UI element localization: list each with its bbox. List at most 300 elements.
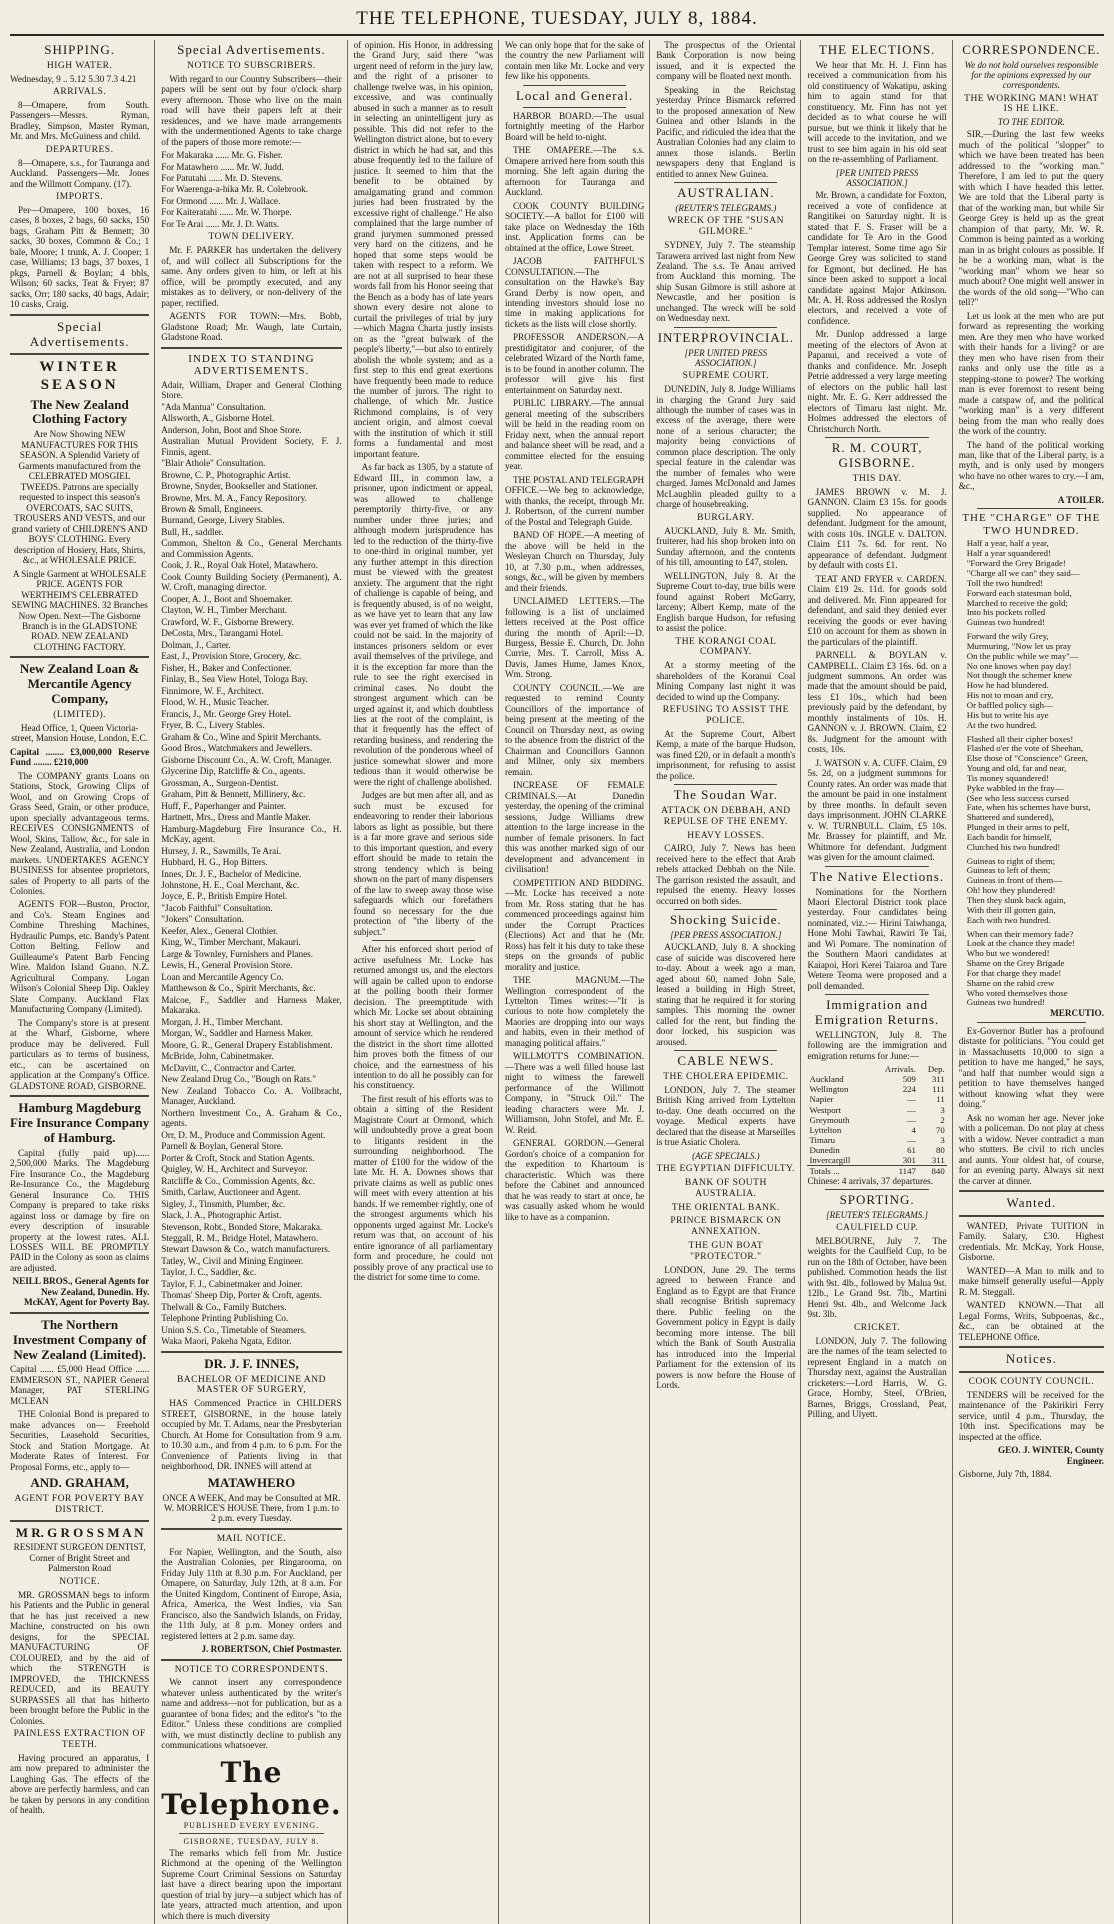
poem-line: Shame on the rabid crew: [966, 977, 1055, 988]
index-item: "Blair Athole" Consultation.: [161, 458, 266, 469]
divider: [179, 1833, 323, 1834]
local-item: COOK COUNTY BUILDING SOCIETY.—A ballot for £100 will take place on Wednesday the 16th inst. Application forms can be obtained at the office, Lowe Street.: [504, 200, 645, 253]
flag-date: GISBORNE, TUESDAY, JULY 8.: [183, 1836, 320, 1846]
table-cell: Napier: [809, 1094, 834, 1105]
divider: [959, 1215, 1104, 1217]
divider: [959, 1346, 1104, 1348]
coal-company-body: At a stormy meeting of the shareholders of the Koranui Coal Mining Company last night it was decided to wind up the Company.: [656, 660, 796, 702]
index-item: Loan and Mercantile Agency Co.: [161, 971, 284, 982]
table-header-row: [807, 1064, 946, 1074]
index-item: Anderson, John, Boot and Shoe Store.: [161, 424, 302, 435]
oriental-text: The prospectus of the Oriental Bank Corporation is now being issued, and it is expected the company will be floated next month.: [656, 40, 796, 82]
upa-label: [PER UNITED PRESS ASSOCIATION.]: [684, 347, 768, 368]
index-item: Ratcliffe & Co., Commission Agents, &c.: [161, 1175, 315, 1186]
soudan-subheading: ATTACK ON DEBBAH, AND REPULSE OF THE ENEMY.: [661, 806, 791, 827]
index-item: Finlay, B., Sea View Hotel, Tologa Bay.: [161, 674, 308, 685]
letter-signature: A TOILER.: [1057, 494, 1104, 505]
special-ads-heading: Special Advertisements.: [29, 318, 130, 349]
elections-heading: THE ELECTIONS.: [818, 42, 936, 57]
poem-line: Murmuring, "Now let us pray: [966, 640, 1072, 651]
column-3: [354, 40, 499, 1924]
index-item: Francis, J., Mr. George Grey Hotel.: [161, 708, 292, 719]
wanted-ad: WANTED, Private TUITION in Family. Salary, £30. Highest credentials. Mr. McKay, York House, Gisborne.: [958, 1220, 1104, 1263]
divider: [674, 327, 777, 328]
table-cell: Invercargill: [809, 1154, 851, 1165]
table-cell: Lyttelton: [809, 1124, 842, 1135]
column-2: [161, 40, 347, 1924]
divider: [10, 1312, 149, 1314]
table-cell: 3: [940, 1134, 945, 1145]
poem-line: With their ill gotten gain,: [966, 904, 1056, 915]
notice-subscribers-body: With regard to our Country Subscribers—their papers will be sent out by four o'clock sharp every afternoon. Those who live on the main road will have their papers left at their residences, and we have made arrangements with the undermentioned Agents to take charge of the papers of those more remote:—: [161, 73, 342, 147]
northern-title: The Northern Investment Company of New Zealand (Limited).: [12, 1316, 147, 1362]
wanted-ad: WANTED—A Man to milk and to make himself generally useful—Apply R. M. Steggall.: [958, 1265, 1104, 1297]
column-6: [807, 40, 952, 1924]
letter-body-3: The hand of the political working man, like that of the Liberal party, is a myth, and is only used by mongers who have no other wares to cry.—I am, &c.,: [958, 439, 1104, 492]
index-item: Telephone Printing Publishing Co.: [161, 1313, 289, 1324]
town-delivery-heading: TOWN DELIVERY.: [208, 232, 295, 243]
poem-line: Oh! how they plundered!: [966, 885, 1056, 896]
index-item: Thomas' Sheep Dip, Porter & Croft, agents.: [161, 1290, 322, 1301]
cricket-body: LONDON, July 7. The following are the names of the team selected to represent England in a match on Thursday next, against the Australian cricketers:—Lord Harris, W. G. Grace, Hornby, Steel, O'Brien, Barnes, Briggs, Crossland, Peat, Pilling, and Ulyett.: [807, 1335, 947, 1420]
columns: [10, 40, 1104, 1921]
immigration-heading: Immigration and Emigration Returns.: [814, 997, 940, 1028]
bank-sa-heading: BANK OF SOUTH AUSTRALIA.: [684, 1177, 767, 1199]
divider: [674, 784, 777, 785]
index-item: Parnell & Boylan, General Store.: [161, 1141, 284, 1152]
table-cell: 311: [931, 1074, 945, 1085]
table-header-cell: Arrivals.: [884, 1064, 916, 1075]
poem-line: No one knows when pay day!: [966, 660, 1072, 671]
agent-item: For Kaiteratahi ...... Mr. W. Thorpe.: [161, 207, 292, 218]
index-item: Dolman, J., Carter.: [161, 639, 231, 650]
index-item: Morgan, W., Saddler and Harness Maker.: [161, 1028, 313, 1039]
immigration-table: [807, 1064, 946, 1175]
rm-court-body-3: PARNELL & BOYLAN v. CAMPBELL. Claim £3 16s. 6d. on a judgment summons. An order was made that the amount should be paid, less £1 10s., which had been previously paid by the defendant, by monthly instalments of 10s. H. GANNON v. J. BROWN. Claim, £2 8s. Judgment for the amount with costs, 10s.: [807, 650, 947, 755]
cholera-heading: THE CHOLERA EPIDEMIC.: [663, 1072, 789, 1083]
index-item: Thelwall & Co., Family Butchers.: [161, 1301, 287, 1312]
index-item: King, W., Timber Merchant, Makauri.: [161, 937, 301, 948]
flag-title: The Telephone.: [161, 1755, 342, 1821]
divider: [10, 656, 149, 658]
leader-continued-3: Judges are but men after all, and as such must be excused for endeavoring to render their laborious labors as light as possible, but there is a far more grave and serious side to this important question, and every effort should be made to retain the strong tendency which is being shown on the part of many dispensers of the law to sweep away those wise safeguards which our forefathers found so necessary for the due protection of "the liberty of the subject.": [353, 790, 493, 937]
column-1: [10, 40, 155, 1924]
imports-heading: IMPORTS.: [56, 192, 104, 203]
local-item: GENERAL GORDON.—General Gordon's choice of a companion for the expedition to Khartoum is characteristic. Which was there before the Cabinet and announced that he was ready to start at once, he was casually asked whom he would like to have as a companion.: [504, 1138, 645, 1222]
elections-body: We hear that Mr. H. J. Finn has received a communication from his old constituency of Wakatipu, asking him to again stand for that constituency. Mr. Finn has not yet decided as to what course he will pursue, but we think it likely that he will accede to the invitation, and we trust to see him again in his old seat on the re-assembling of Parliament.: [807, 59, 947, 165]
caulfield-body: MELBOURNE, July 7. The weights for the Caulfield Cup, to be run on the 18th of October, have been published. Commotion heads the list with 9st. 4lb., followed by Malua 9st. 12lb., Le Grand 9st. 7lb., Martini Henri 9st. 4lb., and Welcome Jack 9st. 3lb.: [807, 1235, 947, 1320]
index-item: Cook, J. R., Royal Oak Hotel, Matawhero.: [161, 560, 318, 571]
index-item: New Zealand Tobacco Co. A. Vollbracht, Manager, Auckland.: [161, 1085, 342, 1107]
index-item: Steggall, R. M., Bridge Hotel, Matawhero.: [161, 1233, 319, 1243]
agents-list: [161, 150, 341, 229]
correspondence-heading: CORRESPONDENCE.: [962, 42, 1101, 57]
notices-heading: Notices.: [1005, 1351, 1057, 1367]
index-item: Waka Maori, Pakeha Ngata, Editor.: [161, 1336, 292, 1347]
divider: [959, 1190, 1104, 1192]
town-agents: AGENTS FOR TOWN:—Mrs. Bobb, Gladstone Road; Mr. Waugh, late Curtain, Gladstone Road.: [161, 311, 342, 343]
index-item: Fryer, B. C., Livery Stables.: [161, 720, 265, 731]
nz-loan-title: New Zealand Loan & Mercantile Agency Company,: [19, 661, 140, 707]
index-item: Hursey, J. R., Sawmills, Te Arai.: [161, 845, 282, 856]
poem-line: "Forward the Grey Brigade!: [966, 558, 1066, 569]
table-cell: Auckland: [809, 1074, 844, 1085]
charge-poem-heading: THE "CHARGE" OF THE TWO HUNDRED.: [962, 512, 1101, 537]
divider: [10, 1520, 149, 1522]
index-item: Huff, F., Paperhanger and Painter.: [161, 800, 286, 811]
index-item: Finnimore, W. F., Architect.: [161, 685, 264, 696]
high-water-label: HIGH WATER.: [46, 60, 113, 71]
poem-line: (See who less success cursed: [966, 792, 1069, 803]
table-total-row: [807, 1165, 946, 1176]
index-item: Porter & Croft, Stock and Station Agents.: [161, 1152, 315, 1163]
poem-line: At the two hundred.: [966, 719, 1038, 730]
table-cell: 311: [931, 1154, 945, 1165]
poem-line: Each bandit for himself,: [966, 831, 1052, 842]
poem-line: Tis money squandered!: [966, 772, 1049, 783]
table-header-cell: [807, 1064, 869, 1074]
table-cell: —: [907, 1134, 916, 1145]
masthead: THE TELEPHONE, TUESDAY, JULY 8, 1884.: [10, 8, 1104, 36]
table-cell: 301: [902, 1154, 916, 1165]
column-5: [656, 40, 801, 1924]
notice-body: MR. GROSSMAN begs to inform his Patients and the Public in general that he has just received a new Machine, constructed on his own designs, for the SPECIAL MANUFACTURING OF COLOURED, and by the aid of which the STRENGTH is IMPROVED, the THICKNESS REDUCED, and its BEAUTY SURPASSES all that has hitherto been brought before the Public in the Colonies.: [10, 1589, 150, 1726]
cable-body: LONDON, June 29. The terms agreed to between France and England as to Egypt are that France shall recognise British supremacy there. Public feeling on the Government policy in Egypt is daily becoming more intense. The bill which the Bank of South Australia has introduced into the Imperial Parliament for the extension of its powers is now before the House of Lords.: [656, 1264, 796, 1391]
nz-clothing-body-2: A Single Garment at WHOLESALE PRICE. AGENTS FOR WERTHEIM'S CELEBRATED SEWING MACHINES. 32 Branches Now Open. Next—The Gisborne Branch is in the GLADSTONE ROAD. NEW ZEALAND CLOTHING FACTORY.: [11, 568, 148, 652]
table-cell: 3: [940, 1104, 945, 1115]
index-item: "Jokers" Consultation.: [161, 914, 244, 925]
table-cell: —: [907, 1104, 916, 1115]
graham-subtitle: AGENT FOR POVERTY BAY DISTRICT.: [14, 1493, 145, 1515]
divider: [161, 1351, 341, 1353]
rm-court-body-4: J. WATSON v. A. CUFF. Claim, £9 5s. 2d, on a judgment summons for County rates. An order was made that the amount be paid in one instalment by three months. In default seven days imprisonment. JOHN CLARKE v. W. TURNBULL. Claim, £5 10s. Mr. Brassey for plaintiff, and Mr. Whitmore for defendant. Judgment was given for the amount claimed.: [807, 757, 947, 863]
poem-line: Guineas to left of them;: [966, 865, 1051, 876]
divider: [523, 85, 626, 86]
index-item: DeCosta, Mrs., Tarangami Hotel.: [161, 628, 284, 639]
poem-line: Half a year squandered!: [966, 548, 1051, 559]
flag-subtitle: PUBLISHED EVERY EVENING.: [183, 1820, 320, 1830]
table-cell: Wellington: [809, 1084, 849, 1095]
poem-line: On the public while we may"—: [966, 650, 1079, 661]
poem-line: Fate, when his schemes have burst,: [966, 802, 1091, 813]
poem-line: His not to moan and cry,: [966, 690, 1054, 701]
column-4: [505, 40, 650, 1924]
index-item: Sigley, J., Tinsmith, Plumber, &c.: [161, 1198, 286, 1209]
index-item: Cooper, A. J., Boot and Shoemaker.: [161, 593, 293, 604]
hamburg-body: Capital (fully paid up)...... 2,500,000 Marks. The Magdeburg Fire Insurance Co., the Magdeburg Re-Insurance Co., the Magdeburg General Insurance Co. THIS Company is prepared to take risks against loss or damage by fire on every description of insurable property at the lowest rates. ALL LOSSES WILL BE PROMPTLY PAID in the Colony as soon as claims are adjusted.: [10, 1147, 150, 1273]
gunboat-heading: THE GUN BOAT "PROTECTOR.": [688, 1241, 764, 1262]
sporting-heading: SPORTING.: [839, 1192, 915, 1208]
local-item: PUBLIC LIBRARY.—The annual general meeting of the subscribers will be held in the reading room on Friday next, when the annual report and balance sheet will be read, and a committee elected for the ensuing year.: [504, 398, 645, 472]
poem-line: "Charge all we can" they said—: [966, 568, 1080, 579]
divider: [161, 1659, 341, 1661]
index-item: Browne, C. P., Photographic Artist.: [161, 469, 291, 480]
soudan-body: CAIRO, July 7. News has been received here to the effect that Arab rebels attacked Debbah on the Nile. The garrison resisted the assault, and repulsed the enemy. Heavy losses occurred on both sides.: [656, 843, 796, 906]
poem-line: Who voted themselves those: [966, 987, 1068, 998]
local-item: WILLMOTT'S COMBINATION.—There was a well filled house last night to witness the farewell performance of the Willmott Company, in "Struck Oil." The leading characters were Mr. J. Williamson, John Stofel, and Mr. E. W. Reid.: [504, 1051, 645, 1135]
ask-woman-text: Ask no woman her age. Never joke with a policeman. Do not play at chess with a widow. Never contradict a man who stutters. Be civil to rich uncles and aunts. Your oldest hat, of course, for an evening party. Always sit next the carver at dinner.: [958, 1112, 1104, 1186]
index-list: [161, 380, 341, 1347]
council-signature: GEO. J. WINTER, County Engineer.: [997, 1445, 1104, 1466]
index-item: Grossman, A., Surgeon-Dentist.: [161, 777, 279, 788]
agent-item: For Makaraka ...... Mr. G. Fisher.: [161, 150, 283, 161]
index-item: East, J., Provision Store, Grocery, &c.: [161, 651, 302, 662]
wellington-body: WELLINGTON, July 8. At the Supreme Court to-day, true bills were found against Robert McGarry, larceny; Albert Kemp, mate of the English barque Hudson, for refusing to assist the police.: [656, 570, 796, 634]
local-item: UNCLAIMED LETTERS.—The following is a list of unclaimed letters received at the Post office during the month of April:—D. Burgess, Bessie E. Church, Dr. John Currie, Mrs. T. Carroll, Miss A. Davis, James Hume, James Knox, Wm. Strong.: [504, 596, 645, 680]
innes-name: DR. J. F. INNES,: [204, 1355, 299, 1371]
poem-line: Then they slunk back again,: [966, 895, 1066, 906]
index-item: Taylor, F. J., Cabinetmaker and Joiner.: [161, 1278, 303, 1289]
poem-line: Or baffled policy sigh—: [966, 699, 1053, 710]
table-cell: 80: [935, 1144, 945, 1155]
reuters-label: (REUTER'S TELEGRAMS.): [675, 203, 777, 214]
arrivals-heading: ARRIVALS.: [53, 87, 107, 98]
rm-court-date: THIS DAY.: [852, 473, 902, 484]
painless-heading: PAINLESS EXTRACTION OF TEETH.: [13, 1729, 146, 1750]
grossman-subtitle: RESIDENT SURGEON DENTIST, Corner of Bright Street and Palmerston Road: [13, 1542, 146, 1574]
arrivals-text: 8—Omapere, from South. Passengers—Messrs. Ryman, Bradley, Simpson, Master Ryman, Mr. and Mrs. McGuiness and child.: [10, 99, 150, 142]
table-row: [807, 1145, 946, 1155]
rm-court-heading: R. M. COURT, GISBORNE.: [831, 440, 923, 471]
index-item: New Zealand Drug Co., "Bough on Rats.": [161, 1074, 316, 1085]
poem-line: Plunged in their arms to pelf,: [966, 822, 1070, 833]
index-item: Orr, D. M., Produce and Commission Agent.: [161, 1129, 326, 1140]
index-item: Stevenson, Robt., Bonded Store, Makaraka.: [161, 1221, 323, 1232]
index-item: Good Bros., Watchmakers and Jewellers.: [161, 743, 313, 754]
native-elections-heading: The Native Elections.: [810, 868, 945, 884]
table-cell: Timaru: [809, 1134, 836, 1145]
index-item: Glycerine Dip, Ratcliffe & Co., agents.: [161, 766, 306, 777]
index-item: Bull, H., saddler.: [161, 526, 224, 537]
wreck-body: SYDNEY, July 7. The steamship Tarawera arrived last night from New Zealand. The s.s. Te Anau arrived from Auckland this morning. The ship Susan Gilmore is still ashore at Newcastle, and her position is unchanged. The wreck will be sold on Wednesday next.: [656, 240, 796, 324]
soudan-heading: The Soudan War.: [673, 787, 778, 803]
poem-line: Forward each statesman bold,: [966, 587, 1072, 598]
index-item: Keefer, Alex., General Clothier.: [161, 925, 278, 936]
table-cell: 11: [936, 1094, 945, 1105]
divider: [674, 909, 777, 910]
poem-line: Shattered and sundered),: [966, 812, 1054, 823]
local-item: BAND OF HOPE.—A meeting of the above will be held in the Wesleyan Church on Thursday, July 10, at 7.30 p.m., when addresses, songs, &c., will be given by members and their friends.: [504, 530, 645, 593]
table-cell: 840: [931, 1165, 945, 1176]
index-item: Burnand, George, Livery Stables.: [161, 515, 285, 526]
notice-subscribers-heading: NOTICE TO SUBSCRIBERS.: [187, 60, 316, 71]
poem-line: When can their memory fade?: [966, 928, 1074, 939]
council-body: TENDERS will be received for the maintenance of the Pakirikiri Ferry service, until 4 p.m., Thursday, the 10th inst. Specifications may be inspected at the office.: [958, 1389, 1104, 1442]
divider: [10, 353, 149, 355]
index-item: "Jacob Faithful" Consultation.: [161, 902, 273, 913]
index-item: Joyce, E. P., British Empire Hotel.: [161, 891, 288, 902]
index-item: Graham, Pitt & Bennett, Millinery, &c.: [161, 789, 306, 800]
nz-loan-limited: (LIMITED).: [53, 709, 106, 720]
poem-line: Into his pockets rolled: [966, 607, 1046, 618]
table-cell: Totals ...: [809, 1165, 840, 1176]
leader-text: The remarks which fell from Mr. Justice Richmond at the opening of the Wellington Supreme Court Criminal Sessions on Saturday last have a direct bearing upon the important question of trial by jury—a subject which has of late years, attracted much attention, and upon which there is much diversity: [161, 1847, 342, 1921]
local-item: PROFESSOR ANDERSON.—A prestidigitator and conjurer, of the celebrated Wizard of the North fame, is to be found in another column. The professor will give his first entertainment on Saturday next.: [504, 332, 645, 395]
table-cell: Westport: [809, 1104, 842, 1115]
special-ads-heading: Special Advertisements.: [177, 42, 326, 57]
poem-line: Look at the chance they made!: [966, 938, 1075, 949]
ex-governor-text: Ex-Governor Butler has a profound distaste for politicians. "You could get in Massachusetts 10,000 to sign a petition to have me hanged," he says, "and half that number would sign a petition to have themselves hanged without knowing what they were doing.": [958, 1025, 1104, 1110]
divider: [674, 182, 777, 183]
divider: [10, 314, 149, 316]
divider: [10, 1095, 149, 1097]
matawhero-heading: MATAWHERO: [207, 1474, 296, 1490]
poem-line: Flashed all their cipher boxes!: [966, 733, 1074, 744]
divider: [825, 866, 928, 867]
index-item: Gisborne Discount Co., A. W. Croft, Manager.: [161, 754, 332, 765]
elections-body-3: Mr. Dunlop addressed a large meeting of the electors of Avon at Papanui, and received a vote of thanks and confidence. Mr. Joseph Petrie addressed a very large meeting of electors on the public hall last night. Mr. E. G. Kerr addressed the electors of Timaru last night. Mr. Holmes addressed the electors of Christchurch North.: [807, 329, 947, 434]
index-item: Browne, Snyder, Bookseller and Stationer.: [161, 481, 318, 492]
poem-line: Clutched his two hundred!: [966, 841, 1061, 852]
index-item: Taylor, J. C., Saddler, &c.: [161, 1267, 257, 1278]
table-cell: 70: [935, 1124, 945, 1135]
local-items: [505, 111, 644, 1222]
elections-body-2: Mr. Brown, a candidate for Foxton, received a vote of confidence at Rangitikei on Saturday night. It is stated that F. S. Fraser will be a candidate for Te Aro in the Good Templar interest. Some time ago Sir George Grey was solicited to stand for Egmont, but declined. He has since been asked to support a local candidate against Major Atkinson. Mr. A. H. Ross addressed the Roslyn electors, and received a vote of confidence.: [807, 190, 947, 326]
refusing-heading: REFUSING TO ASSIST THE POLICE.: [662, 705, 789, 726]
poem-line: How he had blundered.: [966, 680, 1049, 691]
index-item: Australian Mutual Provident Society, F. J. Finnis, agent.: [161, 436, 342, 457]
departures-heading: DEPARTURES.: [45, 144, 114, 155]
poem-line: Pyke wabbled in the fray—: [966, 782, 1064, 793]
letter-body-2: Let us look at the men who are put forward as representing the working men. Are they men who have worked with their hands for a living? or are they men who have risen from their ranks and only use the title as a stepping-stone to power? The working man is ever foremost to resent being made a catspaw of, and the political "working man" is a very different being from the man who really does the work of the country.: [958, 310, 1104, 437]
correspondents-notice-heading: NOTICE TO CORRESPONDENTS.: [174, 1664, 329, 1675]
divider: [674, 1050, 777, 1051]
refusing-body: At the Supreme Court, Albert Kemp, a mate of the barque Hudson, was fined £20, or in default a month's imprisonment, for refusing to assist the police.: [656, 728, 796, 781]
local-item: COMPETITION AND BIDDING.—Mr. Locke has received a note from Mr. Ross stating that he has commenced proceedings against him under the Corrupt Practices (Elections) Act and that he (Mr. Ross) has felt it his duty to take these steps on the grounds of public morality and justice.: [504, 877, 645, 972]
table-header-cell: Dep.: [927, 1064, 945, 1075]
letter-title: THE WORKING MAN! WHAT IS HE LIKE.: [964, 93, 1099, 115]
council-heading: COOK COUNTY COUNCIL.: [968, 1377, 1095, 1387]
supreme-court-body: DUNEDIN, July 8. Judge Williams in charging the Grand Jury said although the number of cases was in excess of the average, there were none of a serious character; the majority being convictions of common place description. The only special feature in the calendar was the number of females who were charged. James McDonald and James McLaughlin pleaded guilty to a charge of housebreaking.: [656, 384, 796, 510]
local-item: THE POSTAL AND TELEGRAPH OFFICE.—We beg to acknowledge, with thanks, the receipt, through Mr. J. Robertson, of the current number of the Postal and Telegraph Guide.: [504, 474, 645, 527]
poem-line: Marched to receive the gold;: [966, 597, 1068, 608]
poem-line: For that charge they made!: [966, 967, 1062, 978]
letter-to: TO THE EDITOR.: [997, 117, 1065, 128]
agent-item: For Waerenga-a-hika Mr. R. Colebrook.: [161, 184, 309, 195]
flag-banner: [161, 1757, 341, 1846]
heavy-losses-heading: HEAVY LOSSES.: [687, 830, 765, 841]
index-item: Hubbard, H. G., Hop Bitters.: [161, 857, 268, 868]
poem-signature: MERCUTIO.: [1050, 1008, 1104, 1019]
agent-item: For Matawhero ...... Mr. W. Judd.: [161, 161, 284, 172]
upa-label: [PER UNITED PRESS ASSOCIATION.]: [835, 167, 919, 188]
index-item: Matthewson & Co., Spirit Merchants, &c.: [161, 983, 316, 994]
grossman-name: M R. G R O S S M A N: [15, 1524, 144, 1540]
poem-line: Each with two hundred.: [966, 914, 1051, 925]
index-item: Flood, W. H., Music Teacher.: [161, 697, 269, 708]
cholera-body: LONDON, July 7. The steamer British King arrived from Lyttelton to-day. One death occurred on the voyage. Medical experts have declared that the disease at Marseilles is true Asiatic Cholera.: [656, 1084, 796, 1148]
leader-continued: of opinion. His Honor, in addressing the Grand Jury, said there "was urgent need of reform in the jury law, and the right of a prisoner to challenge twelve was, in his opinion, excessive, and was continually abused in such a manner as to result in selecting an unintelligent jury as possible. This did not refer to the Wellington district alone, but to every district in which he had sat, and this abuse frequently led to the failure of justice. It seemed to him that the benefit to be obtained by amalgamating grand and common juries had been frustrated by the excessive right of challenge." He also complained that the large number of grand jurymen summoned pressed very hard on the citizens, and he hoped that some steps would be taken with respect to a reform. We are not at all surprised to hear these words fall from his Honor seeing that the Bench as a body has of late years shown every desire not alone to curtail the privileges of trial by jury—which Magna Charta justly insists on as the "great bulwark of the people's liberty,"—but also to entirely abolish the whole system; and as a first step to this end great exertions have frequently been made to reduce the number of jurors. The right to challenge, of which Mr. Justice Richmond complains, is of very ancient origin, and almost coeval with the institution of which it still forms a fundamental and most important feature.: [353, 40, 493, 459]
index-item: Johnstone, H. E., Coal Merchant, &c.: [161, 879, 300, 890]
local-general-heading: Local and General.: [515, 87, 634, 103]
imports-text: Per—Omapere, 100 boxes, 16 cases, 8 boxes, 2 bags, 60 sacks, 150 bags, Graham Pitt & Bennett; 30 sacks, 30 boxes, Common & Co.; 1 bale, Moore; 1 trunk, A. J. Cooper; 1 case, Williams; 13 bags, 37 boxes, 1 pkgs, Parnell & Boylan; 4 bbls, Wilson; 60 sacks, Teat & Fryer; 87 sacks, Orr; 180 sacks, 40 bags, Adair; 10 casks, Craig.: [10, 205, 150, 310]
table-cell: —: [907, 1114, 916, 1125]
index-heading: INDEX TO STANDING ADVERTISEMENTS.: [188, 352, 315, 378]
index-item: Morgan, J. H., Timber Merchant.: [161, 1016, 283, 1027]
leader-continued-2: As far back as 1305, by a statute of Edward III., in common law, a prisoner, upon indictment or appeal, was allowed to challenge peremptorily thirty-five, or any number under three juries; and although modern jurisprudence has led to the reduction of the thirty-five to one-third in original number, yet any further attempt in this direction must be viewed with the greatest anxiety. The argument that the right of challenge is capable of being, and is frequently abused, is of no weight, as we have yet to learn that any law was ever yet framed of which the like could not be said. In the majority of instances prisoners seldom or ever avail themselves of the privilege, and it is the exception far more than the rule to see the right exercised in criminal cases. No doubt the strongest argument which can be urged against it, and which doubtless lies at the root of the complaint, is that it frequently has the effect of retarding business, and rendering the revolution of the ponderous wheel of justice somewhat slower and more tedious than it would otherwise be were the right of challenge abolished.: [353, 462, 493, 787]
index-item: Smith, Carlaw, Auctioneer and Agent.: [161, 1187, 301, 1198]
interprovincial-heading: INTERPROVINCIAL.: [657, 329, 794, 345]
egyptian-heading: THE EGYPTIAN DIFFICULTY.: [656, 1164, 796, 1175]
coal-company-heading: THE KORANGI COAL COMPANY.: [675, 636, 777, 658]
index-item: McBride, John, Cabinetmaker.: [161, 1051, 274, 1062]
index-item: Northern Investment Co., A. Graham & Co., agents.: [161, 1107, 342, 1129]
index-item: "Ada Mantua" Consultation.: [161, 401, 266, 412]
divider: [372, 940, 475, 941]
oriental-bank-heading: THE ORIENTAL BANK.: [671, 1202, 780, 1213]
index-item: Hamburg-Magdeburg Fire Insurance Co., H. McKay, agent.: [161, 823, 342, 845]
burglary-body: AUCKLAND, July 8. Mr. Smith, fruiterer, had his shop broken into on Sunday afternoon, and the contents of his till, amounting to £47, stolen.: [656, 525, 796, 568]
local-item: THE MAGNUM.—The Wellington correspondent of the Lyttelton Times writes:—"It is curious to note how completely the Maories are dropping into our ways and habits, even in their method of managing political affairs.": [504, 975, 645, 1048]
shocking-suicide-heading: Shocking Suicide.: [670, 912, 782, 928]
index-item: Quigley, W. H., Architect and Surveyor.: [161, 1164, 308, 1175]
painless-body: Having procured an apparatus, I am now prepared to administer the Laughing Gas. The effects of the above are perfectly harmless, and can be taken by persons in any condition of health.: [10, 1752, 150, 1816]
council-date: Gisborne, July 7th, 1884.: [958, 1469, 1052, 1480]
index-item: Tatley, W., Civil and Mining Engineer.: [161, 1255, 304, 1266]
table-cell: 509: [902, 1074, 916, 1085]
index-item: Moore, G. R., General Drapery Establishment.: [161, 1039, 333, 1050]
table-cell: 61: [907, 1144, 916, 1155]
winter-season-title: WINTER SEASON: [39, 359, 120, 393]
table-cell: —: [907, 1094, 916, 1105]
tides-row: Wednesday, 9 .. 5.12 5.30 7.3 4.21: [10, 73, 137, 84]
australian-heading: AUSTRALIAN.: [677, 185, 775, 201]
divider: [977, 508, 1086, 509]
divider: [825, 994, 928, 995]
mail-notice-heading: MAIL NOTICE.: [216, 1533, 287, 1544]
divider: [825, 437, 928, 438]
poem-line: Flashed o'er the vote of Sheehan,: [966, 743, 1084, 754]
age-specials-label: (AGE SPECIALS.): [692, 1150, 760, 1161]
index-item: Allsworth, A., Gisborne Hotel.: [161, 413, 275, 424]
nz-clothing-title: The New Zealand Clothing Factory: [30, 396, 129, 427]
table-row: [807, 1094, 946, 1104]
local-item: INCREASE OF FEMALE CRIMINALS.—At Dunedin yesterday, the opening of the criminal sessions, Judge Williams drew attention to the large increase in the number of female prisoners. In fact this was another marked sign of our development and advancement in civilisation!: [504, 780, 645, 875]
nz-loan-office: Head Office, 1, Queen Victoria-street, Mansion House, London, E.C.: [11, 722, 148, 744]
nz-loan-body-2: AGENTS FOR—Buston, Proctor, and Co's. Steam Engines and Combine Threshing Machines, Hydraulic Pumps, etc. Bandy's Patent Cotton Belting. Fellow and Guilleaume's Patent Barb Fencing Wire. Maldon Island Guano. N.Z. Agricultural Company. Logan Wilson's Colonial Sheep Dip. Oakley Slate Company. Auckland Flax Manufacturing Company (Limited).: [10, 899, 150, 1015]
cricket-heading: CRICKET.: [853, 1322, 901, 1333]
nz-loan-capital: Capital ........ £3,000,000 Reserve Fund ........ £210,000: [10, 746, 150, 768]
local-item: COUNTY COUNCIL.—We are requested to remind County Councillors of the importance of being present at the meeting of the Council on Thursday next, as owing to the absence from the district of the Chairman and Councillors Gannon and Milner, only six members remain.: [504, 682, 645, 777]
letter-body: SIR,—During the last few weeks much of the political "slopper" to which we have been treated has been addressed to the "working man." Therefore, I am led to put the query with which I have headed this letter. We are told that the Liberal party is that of the working man, but while Sir George Grey is held up as the great champion of that party, Mr. W. R. Common is being painted as a working man in as bright colours as possible. If he be a working man, what is the "working man" whom we hear so much about? One might well answer in the words of the old song—"Who can tell?": [958, 129, 1104, 308]
index-item: Union S.S. Co., Timetable of Steamers.: [161, 1324, 307, 1335]
poem-line: Not though the schemer knew: [966, 670, 1073, 681]
native-elections-body: Nominations for the Northern Maori Electoral District took place yesterday. Four candidates being nominated, viz.:— Hirini Taiwhanga, Hone Mohi Tawhai, Rawiri Te Tai, and Wi Pomare. The nomination of the Southern Maori candidates at Kaiapoi, Hori Kerei Taiaroa and Tare Wetere Teoma were proposed and a poll demanded.: [807, 886, 947, 991]
poem-line: Else those of "Conscience" Green,: [966, 753, 1088, 764]
index-item: Browne, Mrs. M. A., Fancy Repository.: [161, 492, 307, 503]
mail-notice-body: For Napier, Wellington, and the South, also the Australian Colonies, per Ringarooma, on Friday July 11th at 8.30 p.m. For Auckland, per Omapere, on Saturday, July 12th, at 8 a.m. For the United Kingdom, Continent of Europe, Asia, Africa, America, the West Indies, via San Francisco, also the Sandwich Islands, on Friday, the 11th July, at 8 p.m. Money orders and registered letters at 2 p.m. same day.: [161, 1546, 342, 1641]
correspondents-notice-body: We cannot insert any correspondence whatever unless authenticated by the writer's name and address—not for publication, but as a guarantee of bona fides; and the editor's "to the Editor." Unless these conditions are complied with, we must distinctly decline to publish any communications whatsoever.: [161, 1677, 342, 1751]
table-row: [807, 1155, 946, 1166]
index-item: Slack, J. A., Photographic Artist.: [161, 1210, 282, 1221]
poem: [959, 539, 1104, 1008]
index-item: Crawford, W. F., Gisborne Brewery.: [161, 616, 294, 627]
table-cell: 224: [902, 1084, 916, 1095]
index-item: Innes, Dr. J. F., Bachelor of Medicine.: [161, 868, 302, 879]
table-row: [807, 1105, 946, 1115]
nz-loan-body: The COMPANY grants Loans on Stations, Stock, Growing Clips of Wool, and on Growing Crops of Grass Seed, Grain, or other produce, upon specially advantageous terms. RECEIVES CONSIGNMENTS of Wool, Skins, Tallow, &c., for sale in New Zealand, Australia, and London markets. UNDERTAKES AGENCY BUSINESS for absentee proprietors, sales of Property to all parts of the Colonies.: [10, 770, 150, 896]
wanted-heading: Wanted.: [1006, 1195, 1057, 1211]
agent-item: For Patutahi ...... Mr. D. Stevens.: [161, 173, 283, 183]
index-item: Common, Shelton & Co., General Merchants and Commission Agents.: [161, 538, 342, 559]
innes-subtitle: BACHELOR OF MEDICINE AND MASTER OF SURGERY,: [176, 1374, 326, 1396]
index-item: Hartnett, Mrs., Dress and Mantle Maker.: [161, 812, 311, 823]
immigration-table-body: [807, 1074, 946, 1165]
divider: [523, 107, 626, 108]
index-item: McDavitt, C., Contractor and Carter.: [161, 1062, 296, 1073]
immigration-note: Chinese: 4 arrivals, 37 departures.: [807, 1175, 933, 1186]
nz-clothing-body: Are Now Showing NEW MANUFACTURES FOR THIS SEASON. A Splendid Variety of Garments manufactured from the CELEBRATED MOSGIEL TWEEDS. Patrons are specially requested to inspect this season's OVERCOATS, SAC SUITS, TROUSERS AND VESTS, and our grand variety of CHILDREN'S AND BOYS' CLOTHING. Every description of Hosiery, Hats, Shirts, &c., at WHOLESALE PRICE.: [11, 429, 148, 566]
